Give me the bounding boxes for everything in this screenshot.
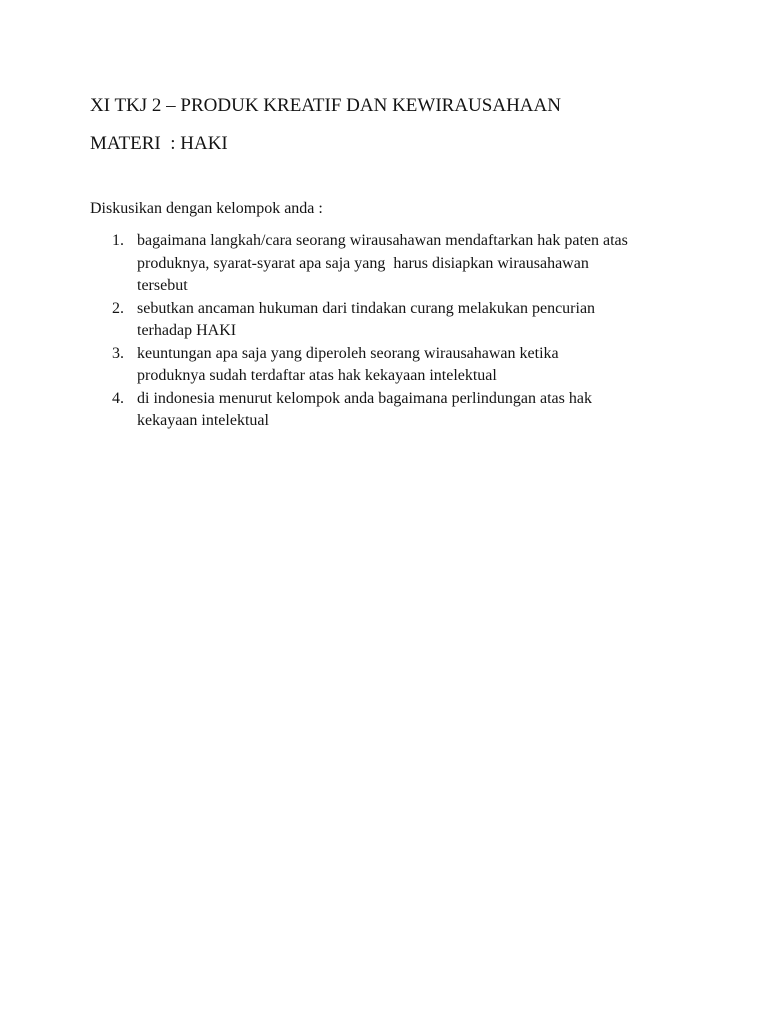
question-list [112,230,692,433]
list-item-number: 1. [112,232,124,249]
list-item-text: terhadap HAKI [137,322,237,339]
document-title: XI TKJ 2 – PRODUK KREATIF DAN KEWIRAUSAHAAN [90,95,561,116]
list-item [112,343,692,388]
list-item-number: 2. [112,299,124,317]
list-item [112,230,692,298]
list-item-text: di indonesia menurut kelompok anda bagaimana perlindungan atas hak [137,389,592,407]
list-item-text: kekayaan intelektual [137,412,269,429]
list-item-text: produknya, syarat-syarat apa saja yang harus disiapkan wirausahawan [137,254,589,272]
list-item-number: 4. [112,389,124,407]
list-item-text: produknya sudah terdaftar atas hak kekayaan intelektual [137,367,497,384]
list-item [112,388,692,433]
list-item [112,298,692,343]
instruction-text: Diskusikan dengan kelompok anda : [90,200,323,217]
list-item-text: keuntungan apa saja yang diperoleh seorang wirausahawan ketika [137,344,559,362]
list-item-text: bagaimana langkah/cara seorang wirausahawan mendaftarkan hak paten atas [137,232,628,249]
subject-heading: MATERI : HAKI [90,133,228,154]
list-item-number: 3. [112,344,124,362]
list-item-text: tersebut [137,277,188,294]
list-item-text: sebutkan ancaman hukuman dari tindakan curang melakukan pencurian [137,299,596,317]
